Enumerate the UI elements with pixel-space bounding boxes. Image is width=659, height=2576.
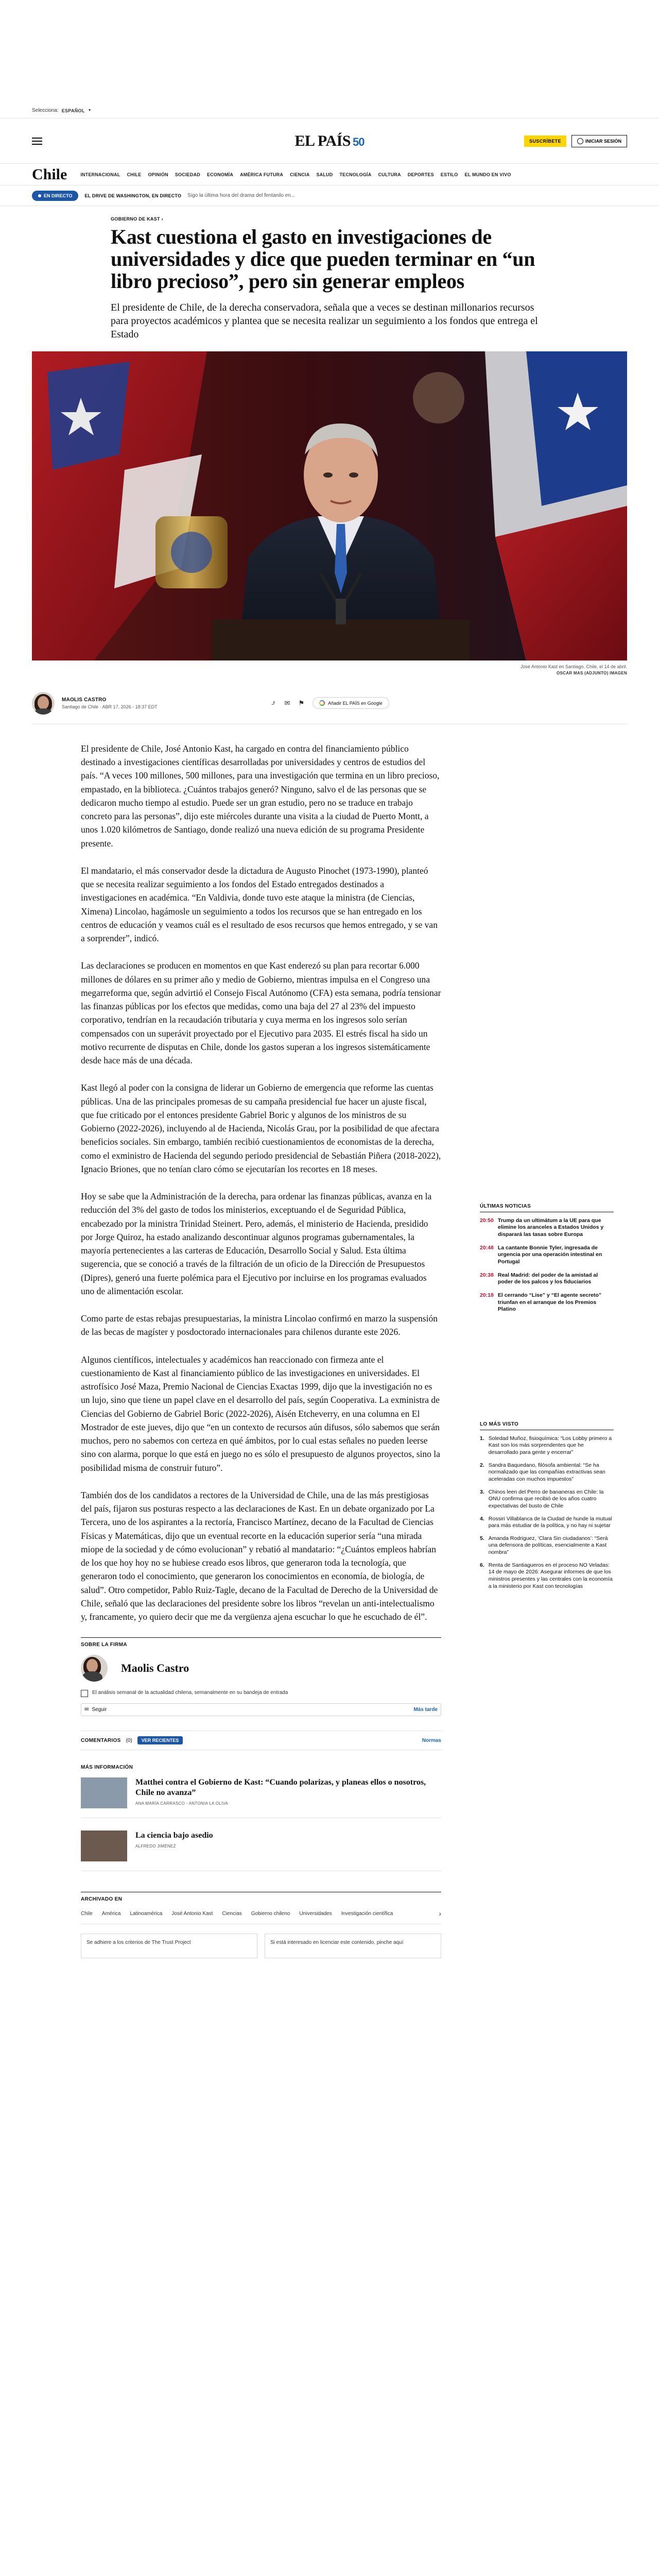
archived-label: ARCHIVADO EN [81, 1896, 123, 1903]
latest-news-item[interactable] [480, 1272, 614, 1286]
archived-tags [81, 1909, 441, 1924]
comments-label: COMENTARIOS [81, 1737, 121, 1743]
article-paragraph: Algunos científicos, intelectuales y académicos han reaccionado con firmeza ante el cuestionamiento de Kast al financiamiento público de las investigaciones en universidades. El astrofísico José Maza, Premio Nacional de Ciencias Exactas 1999, dijo que la investigación no es un lujo, sino que tiene un papel clave en el desarrollo del país, según Cooperativa. La exministra de Ciencias del Gobierno de Gabriel Boric (2022-2026), Aisén Etcheverry, en una columna en El Mostrador de este jueves, dijo que “en un contexto de recursos aún difusos, sólo sabemos que serán muchos, pero no sabemos con certeza en qué ámbitos, por lo cual estas señales no pueden leerse sino con alarma, porque lo que está en juego no es sólo el presupuesto de algunos proyectos, sino la posibilidad misma de construir futuro”. [81, 1354, 440, 1473]
follow-author-button[interactable] [81, 1703, 441, 1716]
latest-news-time: 20:18 [480, 1292, 494, 1298]
lead-photo [32, 351, 627, 660]
section-title[interactable]: Chile [32, 165, 67, 183]
archived-tag[interactable]: Investigación científica [341, 1910, 393, 1917]
author-name[interactable]: MAOLIS CASTRO [62, 697, 107, 703]
author-avatar[interactable] [32, 692, 55, 715]
most-read-rank: 5. [480, 1535, 484, 1541]
related-author: ANA MARÍA CARRASCO - ANTONIA LA OLIVA [135, 1801, 229, 1806]
sidebar [480, 724, 614, 1596]
about-author-desc [81, 1690, 441, 1697]
live-subtitle: Sigo la última hora del drama del fentanilo en... [187, 193, 296, 198]
related-articles [81, 1765, 441, 1871]
archived-tag[interactable]: Chile [81, 1910, 93, 1917]
license-card[interactable]: Si está interesado en licenciar este contenido, pinche aquí [265, 1934, 441, 1958]
article-date: Santiago de Chile · ABR 17, 2026 - 18:37 EDT [62, 704, 158, 709]
article-paragraph: El mandatario, el más conservador desde la dictadura de Augusto Pinochet (1973-1990), planteó que se necesita realizar seguimiento a los fondos del Estado entregados destinados a investigaciones en académica. “En Valdivia, donde tuvo este ataque la ministra (de Ciencias, Ximena) Lincolao, hagámosle un seguimiento a todos los recursos que se han entregado en los centros de educación y veamos cuál es el resultado de esos recursos que hemos entregado, y se van a sorprender”, indicó. [81, 865, 438, 943]
most-read-list [480, 1435, 614, 1590]
section-nav-item[interactable]: CIENCIA [290, 172, 310, 177]
top-ad-space [0, 0, 659, 103]
chevron-right-icon[interactable]: › [439, 1909, 441, 1918]
article-paragraph: Como parte de estas rebajas presupuestarias, la ministra Lincolao confirmó en marzo la suspensión de las becas de magíster y posdoctorado internacionales para chilenos durante este 2026. [81, 1313, 438, 1337]
latest-news-time: 20:50 [480, 1217, 494, 1224]
most-read-rank: 4. [480, 1515, 484, 1522]
latest-news-box [480, 1204, 614, 1313]
article-kicker[interactable]: GOBIERNO DE KAST › [111, 216, 163, 222]
about-author-avatar[interactable] [81, 1655, 108, 1682]
archived-tag[interactable]: José Antonio Kast [171, 1910, 213, 1917]
article-paragraph: También dos de los candidatos a rectores de la Universidad de Chile, una de las más prestigiosas del país, fijaron sus posturas respecto a las declaraciones de Kast. En un debate organizado por La Tercera, uno de los aspirantes a la rectoría, Francisco Martínez, decano de la Facultad de Ciencias Físicas y Matemáticas, dijo que un eventual recorte en la educación superior sería “una mirada miope de la sociedad y de cómo evolucionan” y rebatió al mandatario: “¿Cuántos empleos habrían de los que hoy hoy no se hubiese creado esos libros, que generaron toda la tecnología, que generaron todo el conocimiento, que generaron los conocimientos en economía, de biología, de salud”. Otro competidor, Pablo Ruiz-Tagle, decano de la Facultad de Derecho de la Universidad de Chile, señaló que las declaraciones del presidente sobre los libros “revelan un anti-intelectualismo y, francamente, yo quiero decir que me da vergüenza ajena escuchar lo que he escuchado de él”. [81, 1489, 438, 1622]
article-paragraph: El presidente de Chile, José Antonio Kast, ha cargado en contra del financiamiento público destinado a investigaciones científicas desarrolladas por universidades y centros de estudios del país. “A veces 100 millones, 500 millones, para una investigación que termina en un libro precioso, empastado, en la biblioteca. ¿Cuántos trabajos generó? Ninguno, salvo el de las personas que se dedicaron mucho tiempo al estudio. Puede ser un gran estudio, pero no se traduce en trabajo concreto para las personas”, dijo este miércoles durante una visita a la ciudad de Puerto Montt, a unos 1.020 kilómetros de Santiago, donde realizó una nueva edición de su programa Presidente presente. [81, 743, 440, 849]
latest-news-item[interactable] [480, 1217, 614, 1239]
add-google-label: Añadir EL PAÍS en Google [328, 700, 383, 706]
comments-bar [81, 1731, 441, 1750]
live-badge-label: EN DIRECTO [44, 193, 73, 198]
edition-label: Selecciona: [32, 108, 59, 113]
most-read-title: LO MÁS VISTO [480, 1421, 614, 1430]
google-icon [319, 700, 325, 706]
latest-news-title: ÚLTIMAS NOTICIAS [480, 1204, 614, 1212]
latest-news-time: 20:48 [480, 1244, 494, 1251]
latest-news-text[interactable]: El cerrando “Lise” y “El agente secreto” triunfan en el arranque de los Premios Platino [497, 1292, 602, 1313]
menu-icon[interactable] [32, 138, 42, 145]
most-read-rank: 6. [480, 1562, 484, 1568]
related-label: MÁS INFORMACIÓN [81, 1765, 133, 1771]
latest-news-text[interactable]: La cantante Bonnie Tyler, ingresada de urgencia por una operación intestinal en Portugal [497, 1244, 602, 1265]
follow-icon: ✉ [84, 1707, 89, 1713]
most-read-text[interactable]: Chinos leen del Perro de bananeras en Chile: la ONU confirma que recibió de los años cuatro expectativas del busto de Chile [488, 1488, 604, 1509]
section-nav-item[interactable]: DEPORTES [407, 172, 434, 177]
comments-count: (0) [126, 1737, 132, 1743]
most-read-text[interactable]: Renta de Santiagueros en el proceso NO Veladas: 14 de mayo de 2026: Asegurar informes de que los ministros presentes y las centrales con la economía a la ministerio por Kast con tecnologías [488, 1562, 613, 1589]
most-read-item[interactable] [480, 1535, 614, 1556]
article-paragraph: Hoy se sabe que la Administración de la derecha, para ordenar las finanzas públicas, avanza en la reducción del 3% del gasto de todos los ministerios, exceptuando el de Seguridad Pública, encabezado por la ministra Trinidad Steinert. Pero, además, el ministerio de Hacienda, presidido por Jorge Quiroz, ha estado analizando descontinuar algunos programas gubernamentales, la mayoría pertenecientes a las carteras de Educación, Desarrollo Social y Salud. Esta última sugerencia, que se conoció a través de la filtración de un oficio de la Dirección de Presupuestos (Dipres), generó una fuerte polémica para el Ejecutivo por incluirse en los programas evaluados uno de alimentación escolar. [81, 1191, 432, 1296]
latest-news-text[interactable]: Real Madrid: del poder de la amistad al poder de los palcos y los fiduciarios [497, 1272, 598, 1285]
latest-news-item[interactable] [480, 1245, 614, 1266]
most-read-text[interactable]: Sandra Baquedano, filósofa ambiental: “Se ha normalizado que las compañías extractivas sean aceleradas con muchos impuestos” [488, 1462, 605, 1482]
edition-selector[interactable] [32, 108, 92, 113]
related-title[interactable]: La ciencia bajo asedio [135, 1831, 213, 1840]
section-nav-item[interactable]: CHILE [127, 172, 142, 177]
edition-value[interactable]: ESPAÑOL [61, 108, 85, 113]
section-nav-item[interactable]: ECONOMÍA [206, 172, 234, 177]
logo-text: EL PAÍS [294, 132, 351, 149]
latest-news-list [480, 1217, 614, 1313]
share-icon[interactable]: ⤴ [270, 699, 276, 707]
about-author-name[interactable]: Maolis Castro [121, 1662, 189, 1675]
most-read-text[interactable]: Soledad Muñoz, fisioquímica: “Los Lobby primero a Kast son los más sorprendentes que he desarrollado para gente y encerrar” [488, 1435, 612, 1456]
section-nav-item[interactable]: ESTILO [440, 172, 458, 177]
related-title[interactable]: Matthei contra el Gobierno de Kast: “Cuando polarizas, y planeas ellos o nosotros, Chile no avanza” [135, 1778, 426, 1798]
section-nav-item[interactable]: AMÉRICA FUTURA [240, 172, 284, 177]
comment-icon[interactable]: ✉ [284, 699, 290, 707]
add-google-button[interactable] [313, 697, 389, 709]
most-read-rank: 1. [480, 1435, 484, 1442]
lead-photo-image [32, 351, 627, 660]
site-logo[interactable] [295, 132, 365, 150]
related-item[interactable] [81, 1831, 441, 1871]
section-nav-item[interactable]: OPINIÓN [148, 172, 168, 177]
most-read-text[interactable]: Rossiri Villablanca de la Ciudad de hunde la mutual para más estudiar de la política, y no hay ni sujetar [488, 1515, 612, 1529]
about-author [81, 1637, 441, 1716]
article-paragraph: Kast llegó al poder con la consigna de liderar un Gobierno de emergencia que reforme las cuentas públicas. Una de las principales promesas de su campaña presidencial fue hacer un ajuste fiscal, que fue criticado por el entonces presidente Gabriel Boric y algunos de los ministros de su Gobierno (2022-2026), incluyendo al de Hacienda, Nicolás Grau, por la posibilidad de que afectara beneficios sociales. Sin embargo, también recibió cuestionamientos de economistas de la derecha, como el exministro de Hacienda del segundo periodo presidencial de Sebastián Piñera (2018-2022), Ignacio Briones, que no tenían claro cómo se ejecutarían los recortes en 18 meses. [81, 1082, 441, 1174]
section-nav-item[interactable]: INTERNACIONAL [80, 172, 120, 177]
related-item[interactable] [81, 1777, 441, 1818]
login-label: INICIAR SESIÓN [585, 138, 621, 144]
comment-rules-link[interactable]: Normas [422, 1737, 441, 1743]
article-paragraph: Las declaraciones se producen en momentos en que Kast enderezó su plan para recortar 6.000 millones de dólares en su primer año y medio de Gobierno, mientras impulsa en el Congreso una megarreforma que, según advirtió el Consejo Fiscal Autónomo (CFA) esta semana, podría tensionar las finanzas públicas por los efectos que medidas, como una baja del 27 al 23% del impuesto corporativo, tendrían en la recaudación tributaria y cuya merma en los ingresos solo serían compensados con un superávit proyectado por el Ejecutivo para 2035. El estrés fiscal ha sido un motivo recurrente de disputas en Chile, donde los gastos superan a los ingresos sistemáticamente desde hace más de una década. [81, 960, 441, 1065]
article-header [111, 206, 548, 341]
archived-tag[interactable]: Ciencias [222, 1910, 242, 1917]
section-nav-item[interactable]: EL MUNDO EN VIVO [464, 172, 511, 177]
latest-news-item[interactable] [480, 1292, 614, 1313]
most-read-text[interactable]: Amanda Rodriguez, ‘Clara Sin ciudadanos’: “Será una defensora de políticas, esencialmente a Kast nombra” [488, 1535, 608, 1556]
bookmark-icon[interactable]: ⚑ [298, 699, 305, 707]
live-bar[interactable] [0, 185, 659, 206]
share-tools [271, 697, 389, 709]
caption-credit: OSCAR MAS (ADJUNTO) IMAGEN [557, 671, 627, 676]
archived-tag[interactable]: Universidades [299, 1910, 332, 1917]
login-button[interactable] [571, 135, 627, 147]
user-icon [577, 138, 583, 144]
caption-text: José Antonio Kast en Santiago, Chile, el 14 de abril. [520, 664, 627, 669]
latest-news-time: 20:38 [480, 1272, 494, 1278]
section-nav-list [80, 172, 511, 177]
section-nav-item[interactable]: CULTURA [378, 172, 401, 177]
about-author-desc-text: El análisis semanal de la actualidad chilena, semanalmente en su bandeja de entrada [92, 1690, 288, 1696]
archived-tag[interactable]: América [101, 1910, 121, 1917]
section-nav-item[interactable]: SOCIEDAD [175, 172, 200, 177]
follow-label: Seguir [92, 1707, 107, 1713]
subscribe-button[interactable]: SUSCRÍBETE [524, 135, 566, 147]
related-thumbnail[interactable] [81, 1831, 127, 1861]
most-read-rank: 3. [480, 1488, 484, 1495]
article-body [81, 724, 441, 1624]
live-title[interactable]: EL DRIVE DE WASHINGTON, EN DIRECTO [84, 193, 182, 198]
article-wrap [32, 724, 627, 1959]
archived-tag[interactable]: Latinoamérica [130, 1910, 163, 1917]
byline-row [32, 692, 627, 724]
most-read-item[interactable] [480, 1462, 614, 1483]
newsletter-icon [81, 1690, 88, 1697]
most-read-item[interactable] [480, 1516, 614, 1530]
photo-caption [32, 664, 627, 676]
anniversary-mark: 50 [353, 135, 365, 148]
section-nav-item[interactable]: SALUD [316, 172, 333, 177]
most-read-box [480, 1421, 614, 1590]
most-read-item[interactable] [480, 1489, 614, 1510]
section-nav-item[interactable]: TECNOLOGÍA [339, 172, 372, 177]
most-read-item[interactable] [480, 1435, 614, 1456]
article-headline: Kast cuestiona el gasto en investigaciones de universidades y dice que pueden terminar en “un libro precioso”, pero sin generar empleos [111, 225, 535, 293]
live-dot-icon [38, 194, 41, 197]
follow-later-link[interactable]: Más tarde [413, 1707, 438, 1713]
edition-bar [0, 103, 659, 118]
most-read-item[interactable] [480, 1562, 614, 1590]
chevron-down-icon: ▼ [88, 109, 92, 112]
related-author: ALFREDO JIMÉNEZ [135, 1844, 176, 1849]
archived-tag[interactable]: Gobierno chileno [251, 1910, 290, 1917]
related-thumbnail[interactable] [81, 1777, 127, 1808]
article-deck: El presidente de Chile, de la derecha conservadora, señala que a veces se destinan millonarios recursos para proyectos académicos y plantea que se necesita realizar un seguimiento a los fondos que entrega el Estado [111, 301, 538, 340]
view-comments-button[interactable]: VER RECIENTES [137, 1736, 183, 1744]
archived-in [81, 1892, 441, 1958]
most-read-rank: 2. [480, 1462, 484, 1468]
live-badge[interactable] [32, 191, 78, 201]
site-header [0, 118, 659, 164]
about-author-label: SOBRE LA FIRMA [81, 1642, 127, 1648]
latest-news-text[interactable]: Trump da un ultimátum a la UE para que elimine los aranceles a Estados Unidos y disparará las tasas sobre Europa [497, 1217, 604, 1238]
section-nav [0, 164, 659, 185]
trust-project-card[interactable]: Se adhiere a los criterios de The Trust Project [81, 1934, 257, 1958]
